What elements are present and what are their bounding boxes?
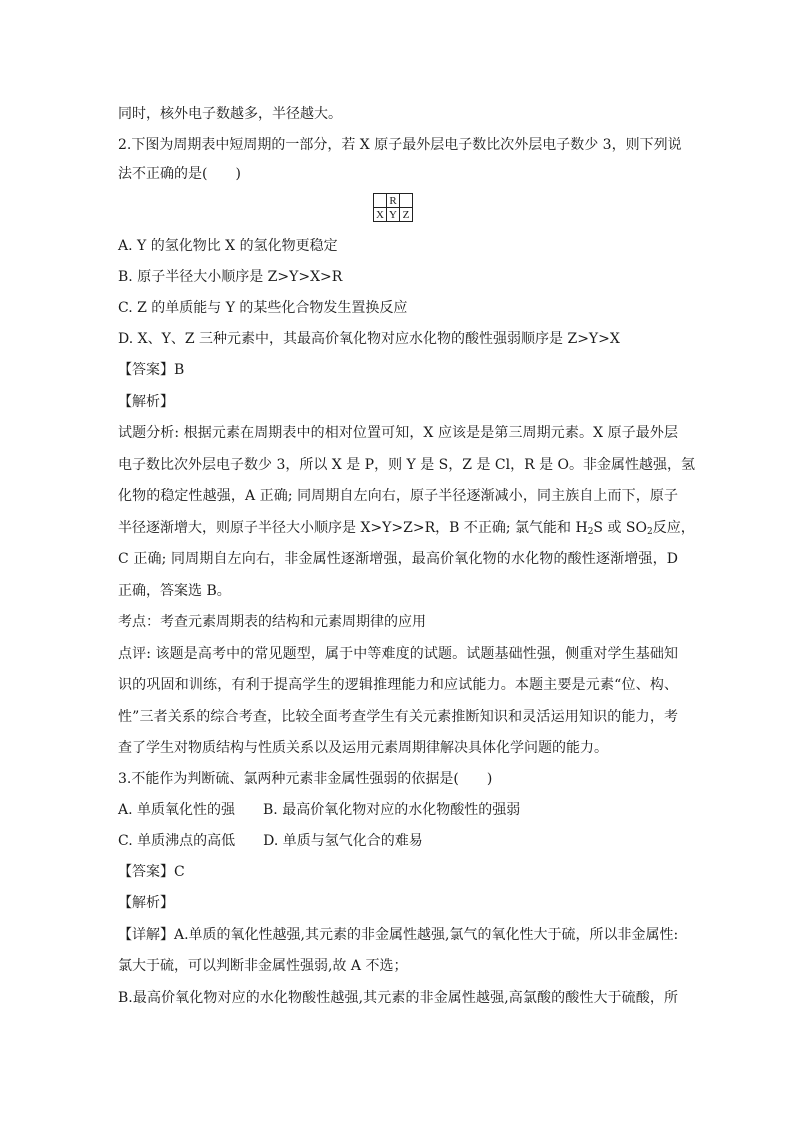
option-d: D. X、Y、Z 三种元素中，其最高价氧化物对应水化物的酸性强弱顺序是 Z>Y>X <box>118 331 620 347</box>
formula-text: S 或 SO <box>593 520 647 536</box>
analysis-line: 正确，答案选 B。 <box>118 583 231 599</box>
analysis-line: 试题分析: 根据元素在周期表中的相对位置可知，X 应该是是第三周期元素。X 原子最外层 <box>118 425 678 441</box>
table-cell-y: Y <box>387 208 400 222</box>
topic-line: 考点：考查元素周期表的结构和元素周期律的应用 <box>118 614 426 630</box>
analysis-label: 【解析】 <box>118 895 174 911</box>
table-cell <box>374 194 387 208</box>
comment-line: 性”三者关系的综合考查，比较全面考查学生有关元素推断知识和灵活运用知识的能力，考 <box>118 709 678 725</box>
subscript: 2 <box>587 527 594 537</box>
comment-line: 点评: 该题是高考中的常见题型，属于中等难度的试题。试题基础性强，侧重对学生基础知 <box>118 646 678 662</box>
text-line: 同时，核外电子数越多，半径越大。 <box>118 106 342 122</box>
question-2-stem: 2.下图为周期表中短周期的一部分，若 X 原子最外层电子数比次外层电子数少 3，则下列说 <box>118 137 682 153</box>
option-c: C. Z 的单质能与 Y 的某些化合物发生置换反应 <box>118 300 408 316</box>
detail-line: B.最高价氧化物对应的水化物酸性越强,其元素的非金属性越强,高氯酸的酸性大于硫酸，所 <box>118 990 678 1006</box>
analysis-text: 半径逐渐增大，则原子半径大小顺序是 X>Y>Z>R，B 不正确; 氯气能和 H <box>118 520 588 536</box>
answer-label: 【答案】C <box>118 864 185 880</box>
answer-label: 【答案】B <box>118 362 185 378</box>
analysis-line: 电子数比次外层电子数少 3，所以 X 是 P，则 Y 是 S，Z 是 Cl，R 是 O。非金属性越强，氢 <box>118 457 696 473</box>
detail-line: 【详解】A.单质的氧化性越强,其元素的非金属性越强,氯气的氧化性大于硫，所以非金属性: <box>118 927 679 943</box>
analysis-line: C 正确; 同周期自左向右，非金属性逐渐增强，最高价氧化物的水化物的酸性逐渐增强，D <box>118 551 678 567</box>
table-cell-r: R <box>387 194 400 208</box>
table-cell-x: X <box>374 208 387 222</box>
formula-tail: 反应， <box>652 520 695 536</box>
options-cd: C. 单质沸点的高低 D. 单质与氢气化合的难易 <box>118 833 423 849</box>
question-2-stem-cont: 法不正确的是( ) <box>118 166 241 182</box>
options-ab: A. 单质氧化性的强 B. 最高价氧化物对应的水化物酸性的强弱 <box>118 802 521 818</box>
table-cell <box>400 194 413 208</box>
option-b: B. 原子半径大小顺序是 Z>Y>X>R <box>118 269 343 285</box>
analysis-line-formula <box>118 520 695 537</box>
detail-line: 氯大于硫，可以判断非金属性强弱,故 A 不选； <box>118 958 408 974</box>
analysis-line: 化物的稳定性越强，A 正确; 同周期自左向右，原子半径逐渐减小，同主族自上而下，原子 <box>118 488 678 504</box>
option-a: A. Y 的氢化物比 X 的氢化物更稳定 <box>118 238 338 254</box>
periodic-table-fragment <box>373 193 413 222</box>
comment-line: 识的巩固和训练，有利于提高学生的逻辑推理能力和应试能力。本题主要是元素“位、构、 <box>118 677 678 693</box>
table-cell-z: Z <box>400 208 413 222</box>
subscript: 2 <box>646 527 653 537</box>
comment-line: 查了学生对物质结构与性质关系以及运用元素周期律解决具体化学问题的能力。 <box>118 740 608 756</box>
analysis-label: 【解析】 <box>118 394 174 410</box>
question-3-stem: 3.不能作为判断硫、氯两种元素非金属性强弱的依据是( ) <box>118 771 493 787</box>
